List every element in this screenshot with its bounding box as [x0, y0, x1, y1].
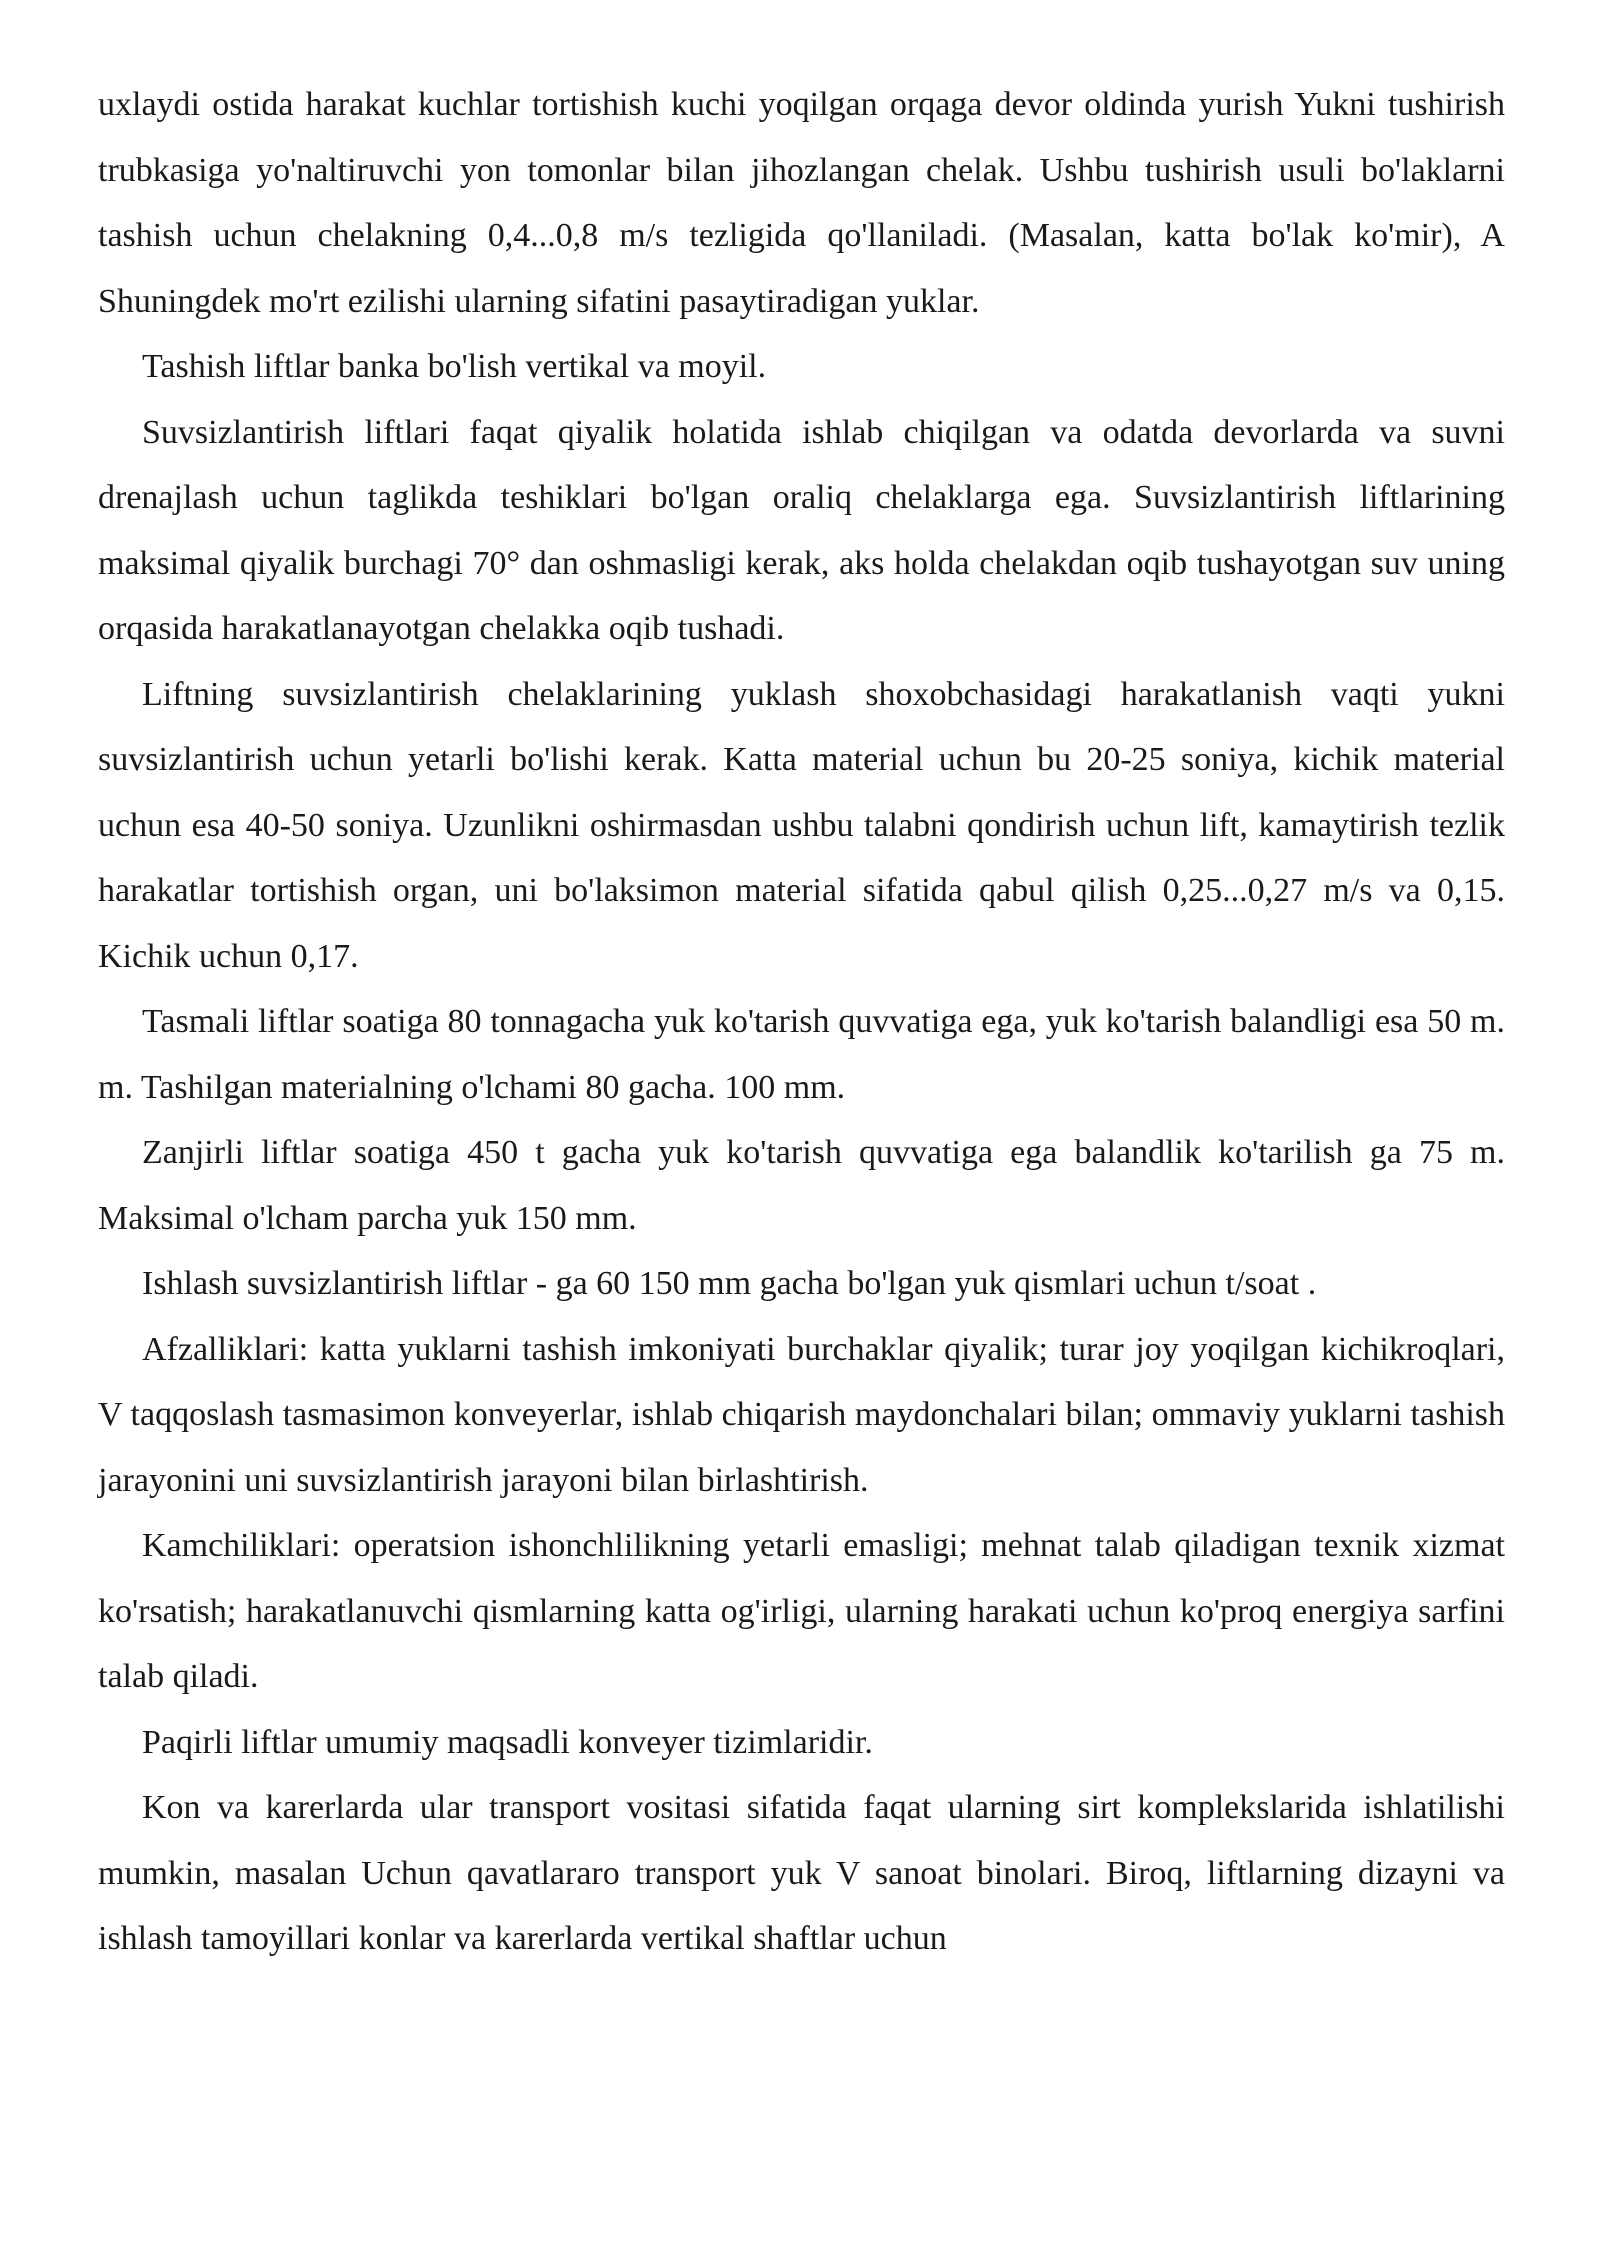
paragraph-dewatering-performance: Ishlash suvsizlantirish liftlar - ga 60 150 mm gacha bo'lgan yuk qismlari uchun t/soat . [142, 1265, 1317, 1302]
document-page [98, 72, 1505, 1972]
paragraph-belt-lifts: Tasmali liftlar soatiga 80 tonnagacha yuk ko'tarish quvvatiga ega, yuk ko'tarish balandligi esa 50 m. m. Tashilgan materialning o'lchami 80 gacha. 100 mm. [98, 1003, 1505, 1106]
paragraph-chain-lifts: Zanjirli liftlar soatiga 450 t gacha yuk ko'tarish quvvatiga ega balandlik ko'tarilish ga 75 m. Maksimal o'lcham parcha yuk 150 mm. [98, 1134, 1505, 1237]
paragraph-unloading-bucket: uxlaydi ostida harakat kuchlar tortishish kuchi yoqilgan orqaga devor oldinda yurish Yukni tushirish trubkasiga yo'naltiruvchi yon tomonlar bilan jihozlangan chelak. Ushbu tushirish usuli bo'laklarni tashish uchun chelakning 0,4...0,8 m/s tezligida qo'llaniladi. (Masalan, katta bo'lak ko'mir), A Shuningdek mo'rt ezilishi ularning sifatini pasaytiradigan yuklar. [98, 86, 1505, 320]
paragraph-dewatering-lifts: Suvsizlantirish liftlari faqat qiyalik holatida ishlab chiqilgan va odatda devorlarda va suvni drenajlash uchun taglikda teshiklari bo'lgan oraliq chelaklarga ega. Suvsizlantirish liftlarining maksimal qiyalik burchagi 70° dan oshmasligi kerak, aks holda chelakdan oqib tushayotgan suv uning orqasida harakatlanayotgan chelakka oqib tushadi. [98, 413, 1505, 647]
paragraph-disadvantages: Kamchiliklari: operatsion ishonchlilikning yetarli emasligi; mehnat talab qiladigan texnik xizmat ko'rsatish; harakatlanuvchi qismlarning katta og'irligi, ularning harakati uchun ko'proq energiya sarfini talab qiladi. [98, 1527, 1505, 1695]
paragraph-lift-types: Tashish liftlar banka bo'lish vertikal va moyil. [142, 348, 767, 385]
paragraph-advantages: Afzalliklari: katta yuklarni tashish imkoniyati burchaklar qiyalik; turar joy yoqilgan kichikroqlari, V taqqoslash tasmasimon konveyerlar, ishlab chiqarish maydonchalari bilan; ommaviy yuklarni tashish jarayonini uni suvsizlantirish jarayoni bilan birlashtirish. [98, 1330, 1505, 1499]
paragraph-mines-quarries: Kon va karerlarda ular transport vositasi sifatida faqat ularning sirt komplekslarida ishlatilishi mumkin, masalan Uchun qavatlararo transport yuk V sanoat binolari. Biroq, liftlarning dizayni va ishlash tamoyillari konlar va karerlarda vertikal shaftlar uchun [98, 1789, 1505, 1957]
paragraph-dewatering-time: Liftning suvsizlantirish chelaklarining yuklash shoxobchasidagi harakatlanish vaqti yukni suvsizlantirish uchun yetarli bo'lishi kerak. Katta material uchun bu 20-25 soniya, kichik material uchun esa 40-50 soniya. Uzunlikni oshirmasdan ushbu talabni qondirish uchun lift, kamaytirish tezlik harakatlar tortishish organ, uni bo'laksimon material sifatida qabul qilish 0,25...0,27 m/s va 0,15. Kichik uchun 0,17. [98, 675, 1505, 975]
paragraph-bucket-lifts-general: Paqirli liftlar umumiy maqsadli konveyer tizimlaridir. [142, 1723, 873, 1761]
